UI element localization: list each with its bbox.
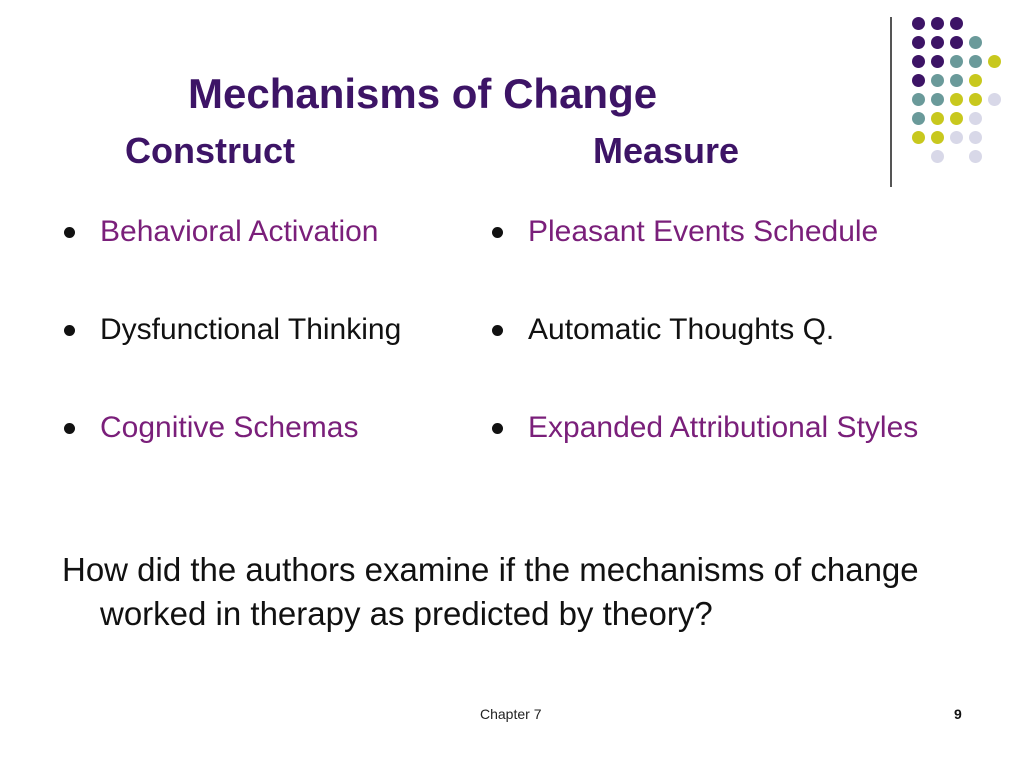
decor-dot [950,17,963,30]
measure-item-automatic-thoughts [490,308,918,406]
construct-list [62,210,401,504]
decor-dot [950,36,963,49]
measure-column-heading: Measure [593,130,740,171]
decor-dot [931,74,944,87]
decor-dot [931,36,944,49]
decor-dot [912,131,925,144]
decor-dot [931,131,944,144]
decor-dot [931,55,944,68]
bullet-icon [64,325,75,336]
construct-item-cognitive-schemas [62,406,401,504]
construct-item-label: Cognitive Schemas [100,411,359,444]
decor-dot [912,17,925,30]
bullet-icon [492,325,503,336]
decor-dot [950,93,963,106]
measure-item-label: Pleasant Events Schedule [528,215,879,248]
bullet-icon [64,423,75,434]
decor-dot [950,131,963,144]
decor-dot [931,17,944,30]
decor-dot [969,55,982,68]
decor-dot [912,55,925,68]
decor-dot [912,36,925,49]
slide-number: 9 [954,706,962,722]
construct-item-behavioral-activation [62,210,401,308]
measure-item-label: Expanded Attributional Styles [528,411,919,444]
decor-dot [969,93,982,106]
decor-dot [931,112,944,125]
decor-dot [912,112,925,125]
footer-chapter: Chapter 7 [480,706,542,722]
decor-dot [988,55,1001,68]
decor-dot [950,112,963,125]
decor-dot [969,131,982,144]
bullet-icon [492,227,503,238]
bullet-icon [64,227,75,238]
decor-dot [912,74,925,87]
decor-dot [912,93,925,106]
construct-column-heading: Construct [125,130,295,171]
slide-title: Mechanisms of Change [188,70,658,117]
decor-dot [931,93,944,106]
measure-item-label: Automatic Thoughts Q. [528,313,835,346]
decor-dot [950,55,963,68]
measure-list [490,210,918,504]
construct-item-dysfunctional-thinking [62,308,401,406]
bullet-icon [492,423,503,434]
decor-dot [969,150,982,163]
construct-item-label: Behavioral Activation [100,215,379,248]
discussion-question: How did the authors examine if the mechanisms of change worked in therapy as predicted by theory? [62,551,919,632]
decor-dot [969,112,982,125]
header-divider-line [890,17,892,187]
measure-item-expanded-attributional-styles [490,406,918,504]
construct-item-label: Dysfunctional Thinking [100,313,402,346]
decor-dot [969,36,982,49]
decor-dot [969,74,982,87]
decor-dot [988,93,1001,106]
decor-dot [950,74,963,87]
decor-dot [931,150,944,163]
measure-item-pleasant-events-schedule [490,210,918,308]
